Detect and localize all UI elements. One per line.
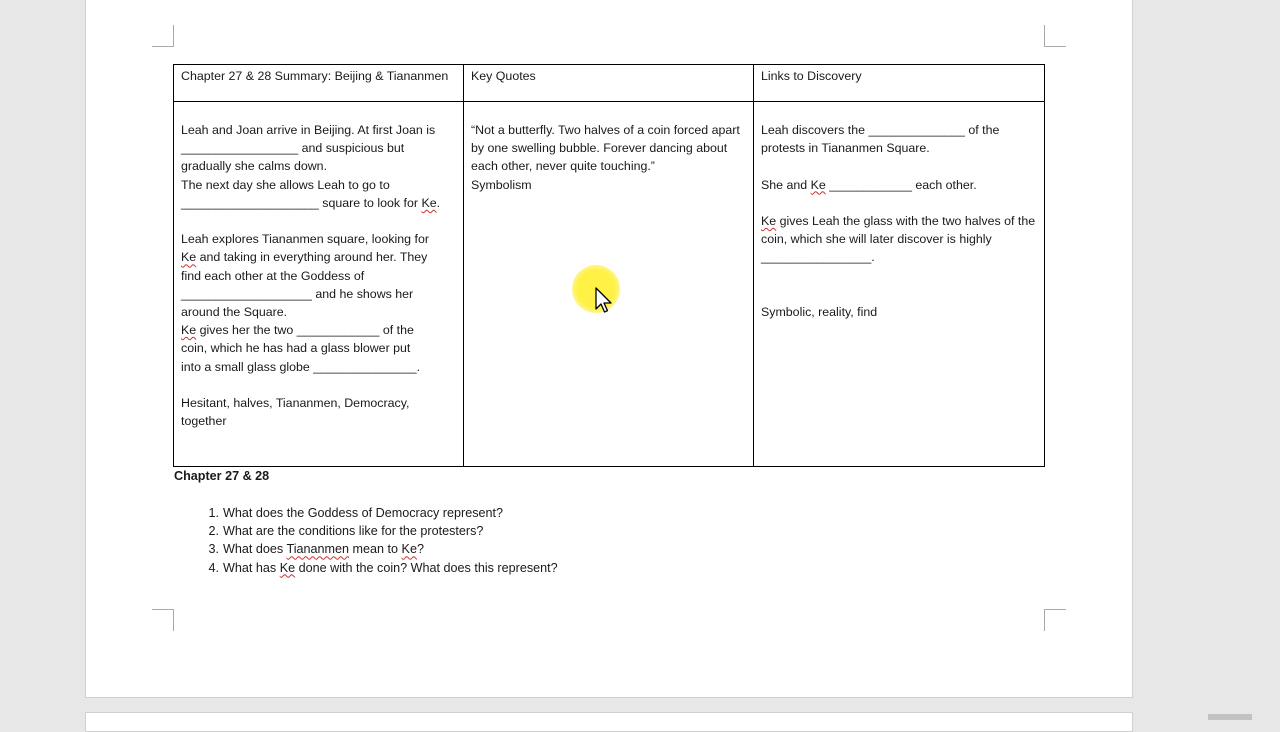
key-quote-theme: Symbolism (471, 177, 532, 192)
summary-line: ___________________ and he shows her (181, 286, 414, 301)
list-number: 2. (208, 524, 219, 539)
links-word-bank: Symbolic, reality, find (761, 305, 878, 320)
summary-line: find each other at the Goddess of (181, 268, 365, 283)
list-number: 3. (208, 542, 219, 557)
header-key-quotes[interactable]: Key Quotes (464, 65, 754, 102)
spellcheck-word: Ke (181, 323, 197, 338)
crop-mark-bottom-right (1044, 609, 1066, 631)
list-item[interactable] (174, 522, 558, 540)
worksheet-table[interactable] (173, 64, 1045, 467)
mouse-pointer-icon (594, 287, 614, 315)
spellcheck-word: Ke (401, 542, 417, 557)
question-text (219, 540, 424, 558)
list-item[interactable] (174, 504, 558, 522)
summary-line: and taking in everything around her. They (196, 250, 428, 265)
summary-line: ____________________ square to look for (181, 195, 422, 210)
links-line: She and (761, 177, 811, 192)
questions-heading[interactable]: Chapter 27 & 28 (174, 469, 270, 483)
list-item[interactable] (174, 559, 558, 577)
summary-line: The next day she allows Leah to go to (181, 177, 390, 192)
summary-line: Leah and Joan arrive in Beijing. At first Joan is (181, 123, 436, 137)
spellcheck-word: Ke (421, 195, 437, 210)
summary-cell[interactable]: Leah and Joan arrive in Beijing. At first Joan is _________________ and suspicious but gradually she calms down. The next day she allows Leah to go to ____________________ square to look for Ke. Leah explores Tiananmen square, looking for Ke and taking in everything around her. They find each other at the Goddess of ___________________ and he shows her around the Square. Ke gives her the two ____________ of the coin, which he has had a glass blower put into a small glass globe _______________. Hesitant, halves, Tiananmen, Democracy, together (174, 102, 464, 467)
summary-line: _________________ and suspicious but (181, 141, 405, 156)
next-page-edge (85, 712, 1133, 732)
list-item[interactable] (174, 540, 558, 558)
question-text (219, 559, 558, 577)
question-text-part: ? (416, 542, 424, 557)
list-number: 1. (208, 506, 219, 520)
crop-mark-top-left (152, 25, 174, 47)
summary-line: Leah explores Tiananmen square, looking for (181, 232, 429, 247)
spellcheck-word: Ke (181, 250, 197, 265)
spellcheck-word: Tiananmen (286, 542, 350, 557)
question-text-part: What does (223, 542, 287, 557)
header-links-to-discovery[interactable]: Links to Discovery (754, 65, 1045, 102)
links-line: gives Leah the glass with the two halves of the coin, which she will later discover is highly ________________. (761, 214, 1039, 265)
summary-line: gradually she calms down. (181, 159, 328, 174)
question-text: What does the Goddess of Democracy represent? (223, 506, 504, 520)
question-text-part: done with the coin? What does this represent? (295, 560, 558, 575)
spellcheck-word: Ke (761, 214, 777, 229)
summary-word-bank: Hesitant, halves, Tiananmen, Democracy, together (181, 396, 413, 429)
key-quote: “Not a butterfly. Two halves of a coin forced apart by one swelling bubble. Forever dancing about each other, never quite touching.” (471, 123, 744, 174)
question-text-part: mean to (349, 542, 402, 557)
questions-list[interactable] (174, 504, 558, 577)
links-cell[interactable] (754, 102, 1045, 467)
links-line: Leah discovers the ______________ of the protests in Tiananmen Square. (761, 123, 1003, 156)
spellcheck-word: Ke (810, 177, 826, 192)
summary-line: into a small glass globe _______________. (181, 359, 421, 374)
summary-line: around the Square. (181, 305, 288, 320)
horizontal-scrollbar-thumb[interactable] (1208, 714, 1252, 720)
question-text-part: What has (223, 560, 280, 575)
question-text: What are the conditions like for the protesters? (223, 524, 484, 539)
crop-mark-top-right (1044, 25, 1066, 47)
spellcheck-word: Ke (279, 560, 296, 575)
table-header-row (174, 65, 1045, 102)
links-line: ____________ each other. (825, 177, 977, 192)
summary-line: coin, which he has had a glass blower put (181, 341, 411, 356)
header-summary[interactable]: Chapter 27 & 28 Summary: Beijing & Tiananmen (174, 65, 464, 102)
summary-line: gives her the two ____________ of the (196, 323, 414, 338)
crop-mark-bottom-left (152, 609, 174, 631)
list-number: 4. (208, 560, 219, 575)
